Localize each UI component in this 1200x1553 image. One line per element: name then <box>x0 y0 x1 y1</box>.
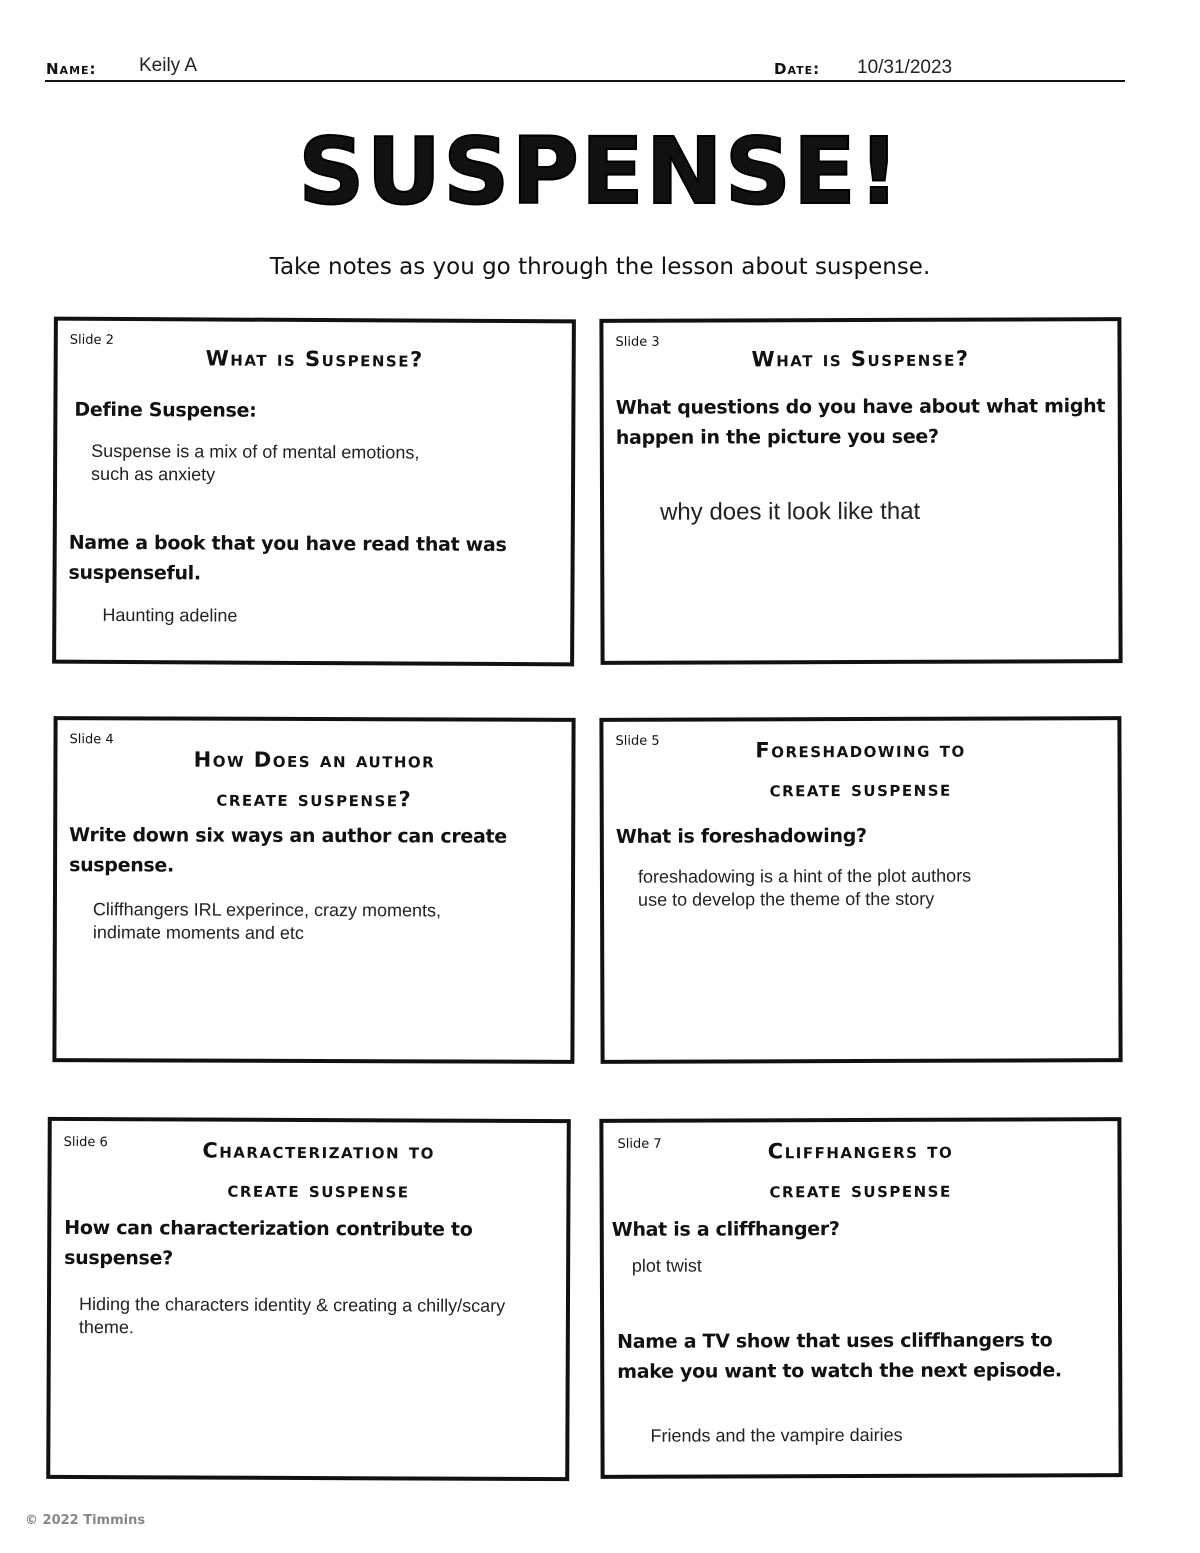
answer-line: theme. <box>78 1316 134 1338</box>
card-title <box>603 730 1117 810</box>
card-slide-4 <box>52 716 575 1064</box>
card-title: What is Suspense? <box>751 346 970 372</box>
answer-tv-show[interactable]: Friends and the vampire dairies <box>650 1424 903 1446</box>
answer-characterization[interactable] <box>79 1293 569 1341</box>
slide-number: Slide 6 <box>63 1134 108 1151</box>
page-subtitle: Take notes as you go through the lesson about suspense. <box>269 254 931 280</box>
slide-number: Slide 4 <box>69 732 114 748</box>
answer-line: Suspense is a mix of of mental emotions, <box>91 440 420 463</box>
prompt-tv-show <box>617 1325 1062 1387</box>
header-divider <box>45 80 1125 82</box>
prompt-line: Write down six ways an author can create <box>69 824 507 848</box>
prompt-line: suspense? <box>64 1246 173 1270</box>
date-label: Date: <box>774 60 821 78</box>
copyright-footer: © 2022 Timmins <box>25 1513 146 1528</box>
answer-cliffhanger[interactable]: plot twist <box>631 1255 702 1276</box>
card-slide-6 <box>46 1117 571 1481</box>
title-line: create suspense <box>227 1177 410 1203</box>
title-line: Characterization to <box>202 1138 435 1164</box>
name-label: Name: <box>46 60 97 78</box>
answer-name-book[interactable]: Haunting adeline <box>102 604 238 626</box>
page-title: SUSPENSE! <box>298 118 902 225</box>
answer-line: Hiding the characters identity & creating a chilly/scary <box>78 1293 506 1316</box>
slide-number: Slide 3 <box>615 334 660 350</box>
slide-number: Slide 2 <box>69 332 114 348</box>
title-line: create suspense <box>769 776 952 802</box>
prompt-line: make you want to watch the next episode. <box>617 1359 1062 1383</box>
prompt-line: happen in the picture you see? <box>615 425 939 449</box>
card-title <box>603 1131 1117 1211</box>
card-title <box>61 1131 575 1211</box>
card-slide-2 <box>52 317 576 667</box>
answer-line: use to develop the theme of the story <box>637 888 935 910</box>
prompt-line: What questions do you have about what might <box>615 395 1106 419</box>
answer-line: Cliffhangers IRL experince, crazy moments, <box>92 899 442 921</box>
prompt-line: Name a TV show that uses cliffhangers to <box>617 1329 1053 1353</box>
prompt-characterization <box>64 1213 472 1275</box>
prompt-name-book <box>68 528 506 590</box>
prompt-six-ways <box>69 820 507 882</box>
title-line: How Does an author <box>193 747 436 773</box>
answer-line: foreshadowing is a hint of the plot authors <box>637 865 972 887</box>
card-slide-5 <box>599 716 1122 1064</box>
answer-line: such as anxiety <box>91 463 216 485</box>
slide-number: Slide 7 <box>617 1136 662 1152</box>
name-value[interactable]: Keily A <box>139 55 198 76</box>
card-slide-3 <box>599 317 1122 665</box>
prompt-picture-questions <box>616 391 1106 453</box>
prompt-line: Name a book that you have read that was <box>68 531 507 557</box>
title-line: create suspense <box>769 1177 952 1203</box>
slide-number: Slide 5 <box>615 733 660 749</box>
title-line: Foreshadowing to <box>755 737 966 763</box>
date-value[interactable]: 10/31/2023 <box>857 57 953 78</box>
prompt-define-suspense: Define Suspense: <box>74 398 257 422</box>
answer-six-ways[interactable] <box>93 898 441 945</box>
prompt-line: suspenseful. <box>68 561 201 585</box>
answer-picture-questions[interactable]: why does it look like that <box>660 497 921 526</box>
prompt-cliffhanger: What is a cliffhanger? <box>611 1218 840 1241</box>
card-slide-7 <box>599 1117 1122 1479</box>
answer-foreshadowing[interactable] <box>638 865 971 912</box>
card-title <box>57 740 571 820</box>
card-title: What is Suspense? <box>205 346 424 372</box>
answer-define-suspense[interactable] <box>91 440 419 488</box>
answer-line: indimate moments and etc <box>92 922 304 943</box>
prompt-line: How can characterization contribute to <box>64 1216 473 1241</box>
title-line: create suspense? <box>216 786 413 812</box>
title-line: Cliffhangers to <box>767 1138 954 1164</box>
prompt-line: suspense. <box>69 854 174 877</box>
prompt-foreshadowing: What is foreshadowing? <box>615 824 867 848</box>
